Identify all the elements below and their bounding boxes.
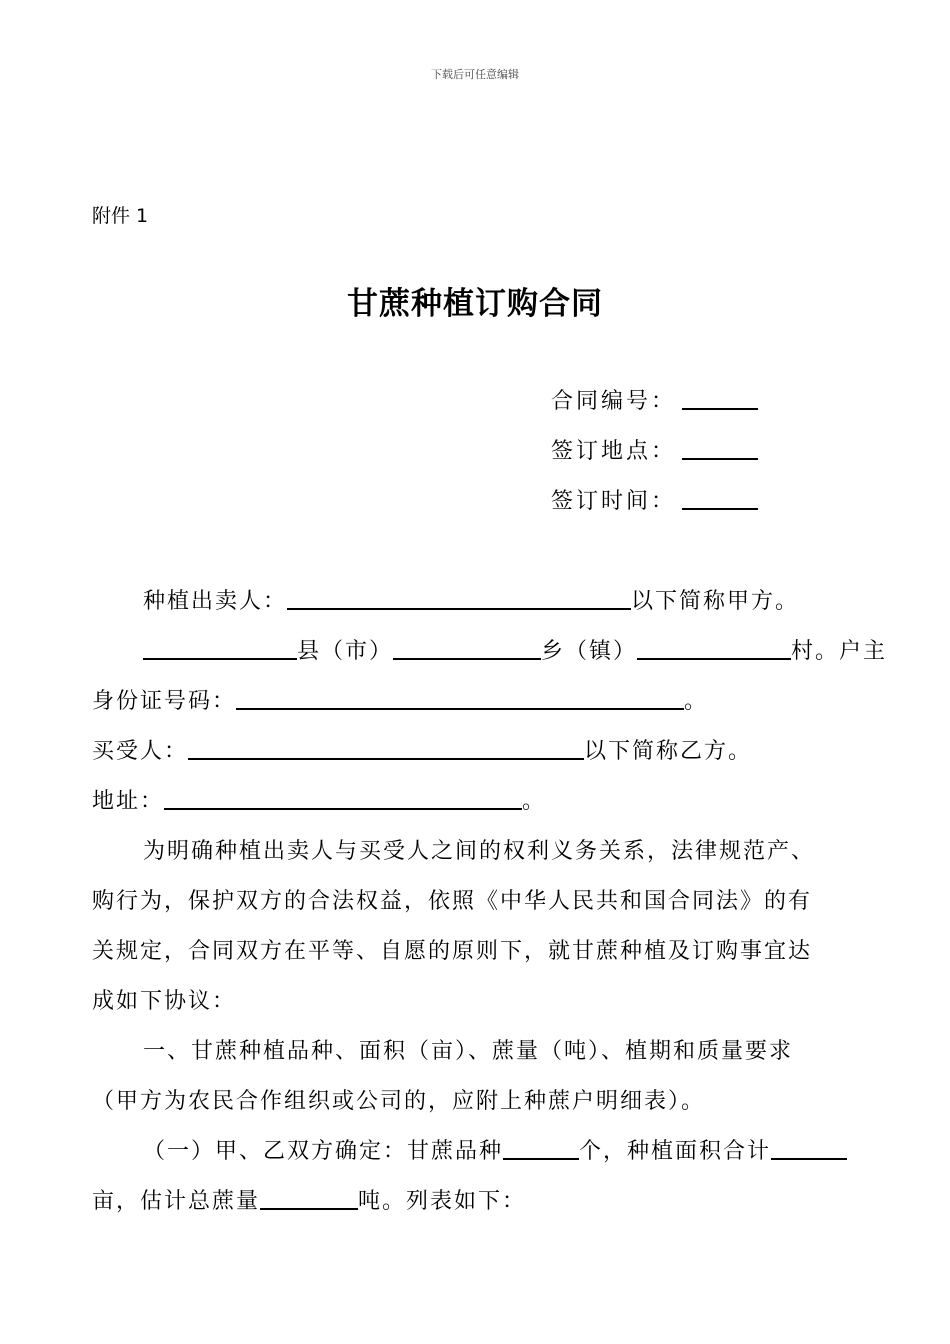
clause-1a-text-d: 吨。列表如下： <box>358 1189 527 1214</box>
sign-place-row <box>551 434 758 465</box>
address-label: 地址： <box>92 789 165 814</box>
county-label: 县（市） <box>297 639 394 664</box>
village-owner-label: 村。户主 <box>791 639 888 664</box>
preamble-line-1: 为明确种植出卖人与买受人之间的权利义务关系，法律规范产、 <box>143 839 816 864</box>
location-line <box>143 634 887 665</box>
contract-number-row <box>551 384 758 415</box>
seller-suffix: 以下简称甲方。 <box>631 589 800 614</box>
sign-time-label: 签订时间： <box>551 489 677 514</box>
variety-count-blank <box>503 1136 579 1160</box>
address-end: 。 <box>522 789 547 814</box>
clause-1a-line-1 <box>143 1134 847 1165</box>
seller-line <box>143 584 799 615</box>
township-label: 乡（镇） <box>541 639 638 664</box>
preamble-line-3: 关规定，合同双方在平等、自愿的原则下，就甘蔗种植及订购事宜达 <box>92 939 813 964</box>
id-number-line <box>92 684 708 715</box>
attachment-label: 附件 1 <box>92 205 149 227</box>
preamble-line-2: 购行为，保护双方的合法权益，依照《中华人民共和国合同法》的有 <box>92 889 813 914</box>
buyer-blank <box>188 736 584 760</box>
area-total-blank <box>771 1136 847 1160</box>
id-number-blank <box>236 686 684 710</box>
sign-place-blank <box>682 436 758 460</box>
address-line <box>92 784 546 815</box>
contract-number-label: 合同编号： <box>551 389 677 414</box>
section-1-line-1: 一、甘蔗种植品种、面积（亩）、蔗量（吨）、植期和质量要求 <box>143 1039 794 1064</box>
page-title: 甘蔗种植订购合同 <box>347 286 603 322</box>
buyer-label: 买受人： <box>92 739 189 764</box>
clause-1a-text-b: 个，种植面积合计 <box>579 1139 772 1164</box>
section-1-line-2: （甲方为农民合作组织或公司的，应附上种蔗户明细表）。 <box>92 1089 706 1114</box>
sign-time-blank <box>682 486 758 510</box>
id-number-label: 身份证号码： <box>92 689 237 714</box>
id-number-end: 。 <box>684 689 709 714</box>
seller-label: 种植出卖人： <box>143 589 288 614</box>
buyer-suffix: 以下简称乙方。 <box>584 739 753 764</box>
township-blank <box>393 636 541 660</box>
contract-number-blank <box>682 386 758 410</box>
address-blank <box>164 786 522 810</box>
sign-time-row <box>551 484 758 515</box>
county-blank <box>143 636 297 660</box>
header-note: 下载后可任意编辑 <box>431 68 519 81</box>
total-yield-blank <box>260 1186 358 1210</box>
clause-1a-line-2 <box>92 1184 526 1215</box>
buyer-line <box>92 734 752 765</box>
seller-blank <box>287 586 631 610</box>
clause-1a-text-c: 亩，估计总蔗量 <box>92 1189 261 1214</box>
clause-1a-text-a: （一）甲、乙双方确定：甘蔗品种 <box>143 1139 504 1164</box>
village-blank <box>637 636 791 660</box>
preamble-line-4: 成如下协议： <box>92 989 237 1014</box>
sign-place-label: 签订地点： <box>551 439 677 464</box>
